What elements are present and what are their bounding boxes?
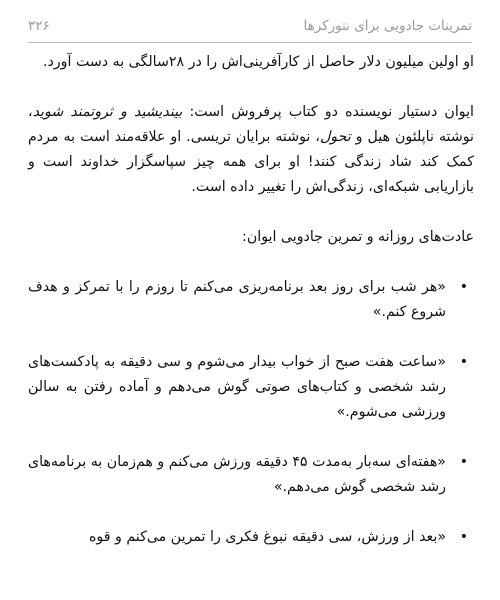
bullet-icon: • [459, 454, 468, 470]
page-number: ۳۲۶ [28, 18, 50, 34]
habits-list [28, 275, 474, 550]
habits-heading: عادت‌های روزانه و تمرین جادویی ایوان: [242, 229, 474, 245]
bio-text-start: ایوان دستیار نویسنده دو کتاب پرفروش است: [182, 104, 474, 120]
running-title: تمرینات جادویی برای نتورکرها [303, 18, 472, 34]
list-item [28, 350, 474, 425]
list-item [28, 525, 474, 550]
bio-text-middle: ، نوشته ناپلئون هیل و [28, 104, 474, 145]
bio-text-end: ، نوشته برایان تریسی. او علاقه‌مند است به مردم کمک کند شاد زندگی کنند! او برای همه چیز سپاسگزار خداوند است و بازاریابی شبکه‌ای، زندگی‌اش را تغییر داده است. [28, 129, 474, 195]
bullet-icon: • [459, 279, 468, 295]
habit-text: «ساعت هفت صبح از خواب بیدار می‌شوم و سی دقیقه به پادکست‌های رشد شخصی و کتاب‌های صوتی گوش می‌دهم و آماده رفتن به سالن ورزشی می‌شوم.» [28, 354, 446, 420]
page-body [28, 50, 474, 575]
paragraph-first-million: او اولین میلیون دلار حاصل از کارآفرینی‌اش را در ۲۸سالگی به دست آورد. [42, 54, 474, 70]
paragraph-bio [28, 100, 474, 200]
page-header [28, 14, 472, 38]
header-divider [28, 42, 472, 43]
habit-text: «هفته‌ای سه‌بار به‌مدت ۴۵ دقیقه ورزش می‌کنم و هم‌زمان به برنامه‌های رشد شخصی گوش می‌دهم.» [28, 454, 446, 495]
habit-text: «بعد از ورزش، سی دقیقه نبوغ فکری را تمرین می‌کنم و قوه [88, 529, 446, 545]
habit-text: «هر شب برای روز بعد برنامه‌ریزی می‌کنم تا روزم را با تمرکز و هدف شروع کنم.» [28, 279, 446, 320]
book-title-change: تحول [319, 129, 351, 145]
list-item [28, 275, 474, 325]
list-item [28, 450, 474, 500]
bullet-icon: • [459, 354, 468, 370]
bullet-icon: • [459, 529, 468, 545]
book-title-think-and-grow-rich: بیندیشید و ثروتمند شوید [32, 104, 183, 120]
